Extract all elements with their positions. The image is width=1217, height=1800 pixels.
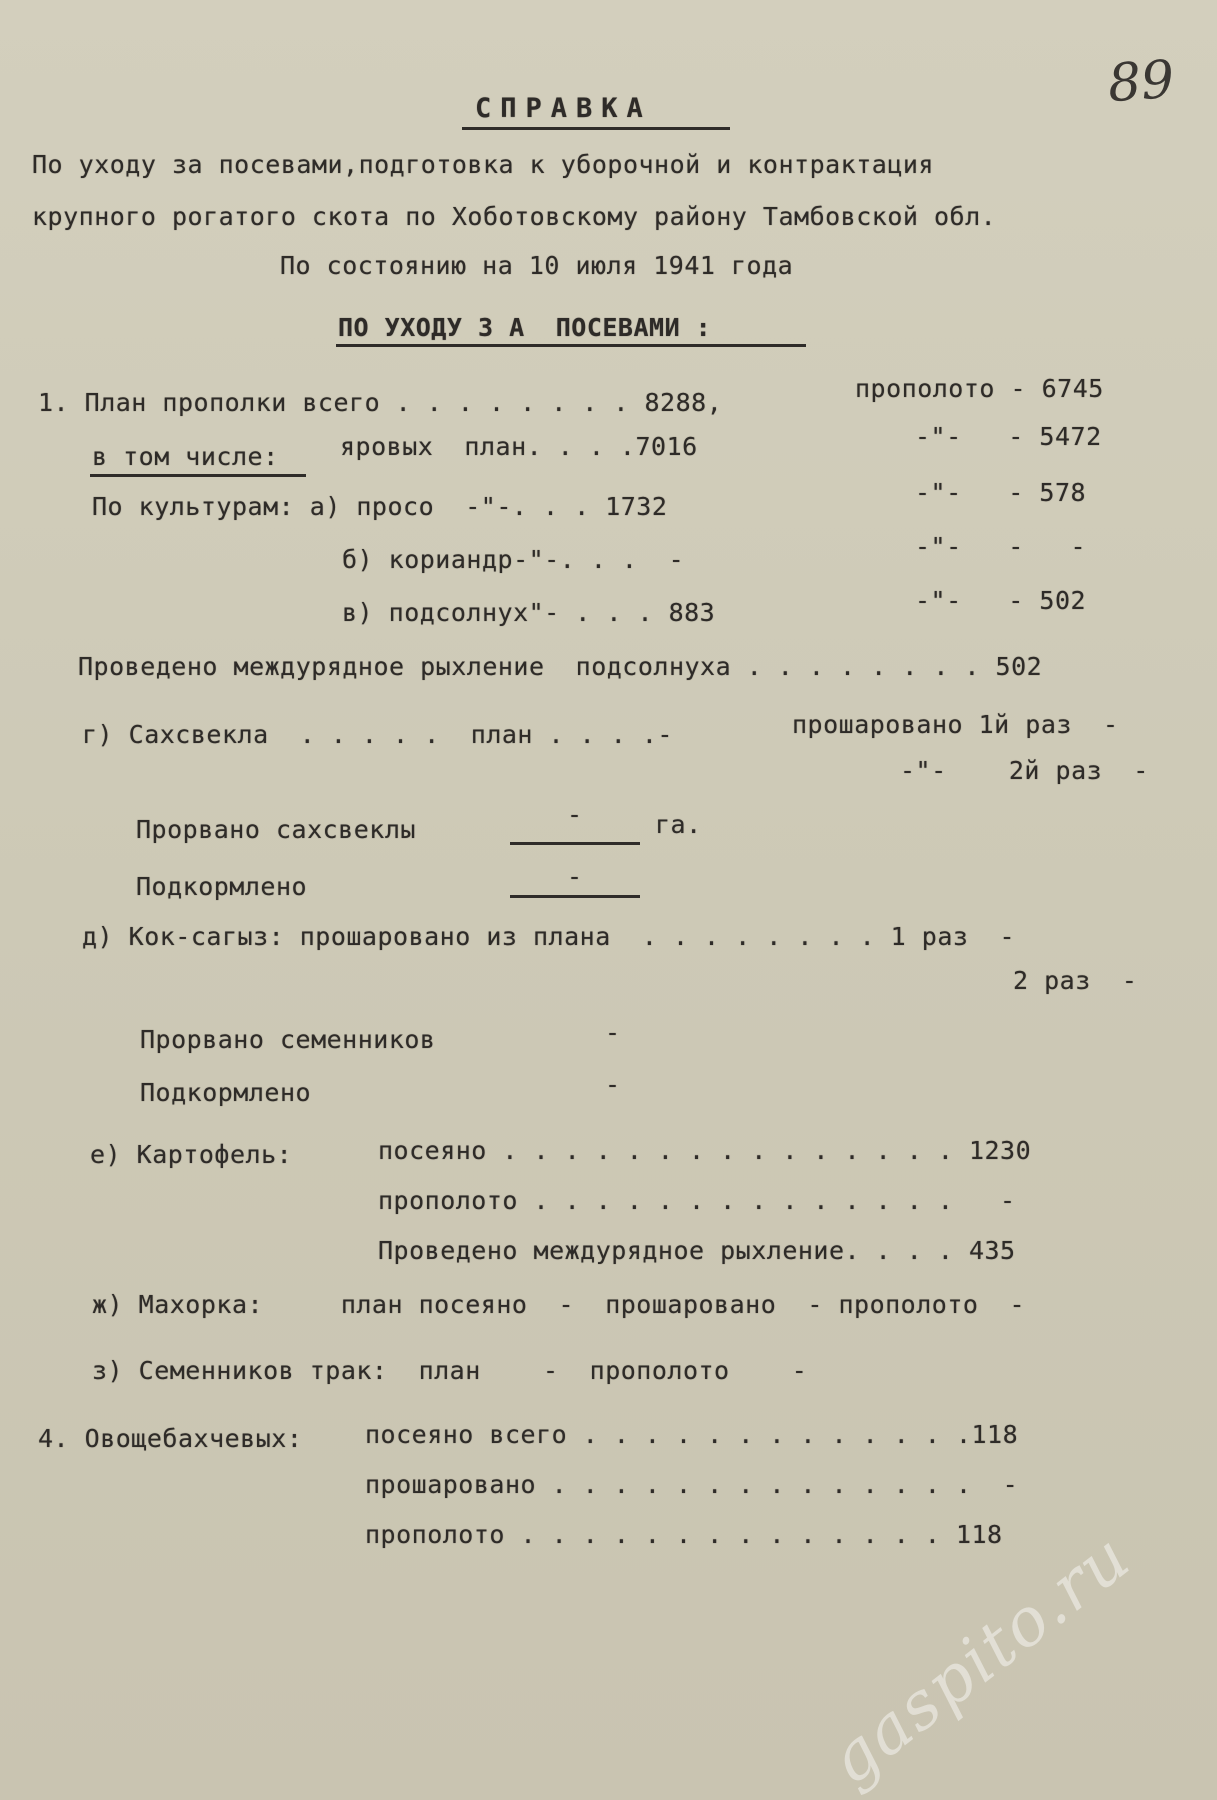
row-spring-result: -"- - 5472 — [915, 422, 1102, 451]
row-seedlings-thinned-label: Прорвано семенников — [140, 1025, 436, 1054]
row-kok-sagyz: д) Кок-сагыз: прошаровано из плана . . . . . . . . 1 раз - — [82, 922, 1016, 951]
row-sunflower-result: -"- - 502 — [915, 586, 1087, 615]
row-vegetables-weeded: прополото . . . . . . . . . . . . . . 118 — [365, 1520, 1003, 1549]
date-line: По состоянию на 10 июля 1941 года — [280, 251, 794, 280]
row-kok-sagyz-2: 2 раз - — [1013, 966, 1138, 995]
row-potato-label: е) Картофель: — [90, 1140, 293, 1169]
row-seedlings-thinned-value: - — [605, 1018, 621, 1047]
row-vegetables-sown: посеяно всего . . . . . . . . . . . . .118 — [365, 1420, 1019, 1449]
row-potato-sown: посеяно . . . . . . . . . . . . . . . 1230 — [378, 1136, 1032, 1165]
row-plan-total-result: прополото - 6745 — [855, 374, 1104, 403]
row-coriander: б) кориандр-"-. . . - — [342, 545, 685, 574]
row-coriander-result: -"- - - — [915, 532, 1087, 561]
row-millet-result: -"- - 578 — [915, 478, 1087, 507]
document-title: СПРАВКА — [475, 93, 652, 124]
row-beet-fed-value: - — [567, 862, 583, 891]
section-heading: ПО УХОДУ З А ПОСЕВАМИ : — [338, 313, 712, 342]
row-sugar-beet: г) Сахсвекла . . . . . план . . . .- — [82, 720, 673, 749]
row-beet-thinned-label: Прорвано сахсвеклы — [136, 815, 416, 844]
row-millet: По культурам: а) просо -"-. . . 1732 — [92, 492, 668, 521]
row-makhorka: ж) Махорка: план посеяно - прошаровано - прополото - — [92, 1290, 1026, 1319]
watermark: gaspito.ru — [814, 1517, 1145, 1800]
subtitle-line-1: По уходу за посевами,подготовка к уборочной и контрактация — [32, 150, 934, 179]
row-seedlings-fed-label: Подкормлено — [140, 1078, 312, 1107]
section-underline — [336, 344, 806, 347]
row-plan-total: 1. План прополки всего . . . . . . . . 8288, — [38, 388, 723, 417]
row-sugar-beet-result-2: -"- 2й раз - — [900, 756, 1149, 785]
subtitle-line-2: крупного рогатого скота по Хоботовскому району Тамбовской обл. — [32, 202, 997, 231]
row-interrow-loosening: Проведено междурядное рыхление подсолнуха . . . . . . . . 502 — [78, 652, 1043, 681]
row-beet-thinned-unit: га. — [655, 810, 702, 839]
page-number: 89 — [1105, 49, 1177, 115]
row-potato-weeded: прополото . . . . . . . . . . . . . . - — [378, 1186, 1016, 1215]
row-potato-loosening: Проведено междурядное рыхление. . . . 435 — [378, 1236, 1016, 1265]
row-sugar-beet-result-1: прошаровано 1й раз - — [792, 710, 1119, 739]
beet-fed-blank-line — [510, 895, 640, 898]
row-vegetables-hoed: прошаровано . . . . . . . . . . . . . . - — [365, 1470, 1019, 1499]
row-sunflower: в) подсолнух"- . . . 883 — [342, 598, 716, 627]
row-beet-thinned-value: - — [567, 800, 583, 829]
beet-thinned-blank-line — [510, 842, 640, 845]
row-spring-plan: яровых план. . . .7016 — [340, 432, 698, 461]
title-underline — [462, 127, 730, 130]
row-including-label: в том числе: — [92, 442, 279, 471]
row-beet-fed-label: Подкормлено — [136, 872, 308, 901]
row-seed-plants: з) Семенников трак: план - прополото - — [92, 1356, 808, 1385]
row-seedlings-fed-value: - — [605, 1070, 621, 1099]
row-vegetables-label: 4. Овощебахчевых: — [38, 1424, 303, 1453]
including-underline — [90, 474, 306, 477]
